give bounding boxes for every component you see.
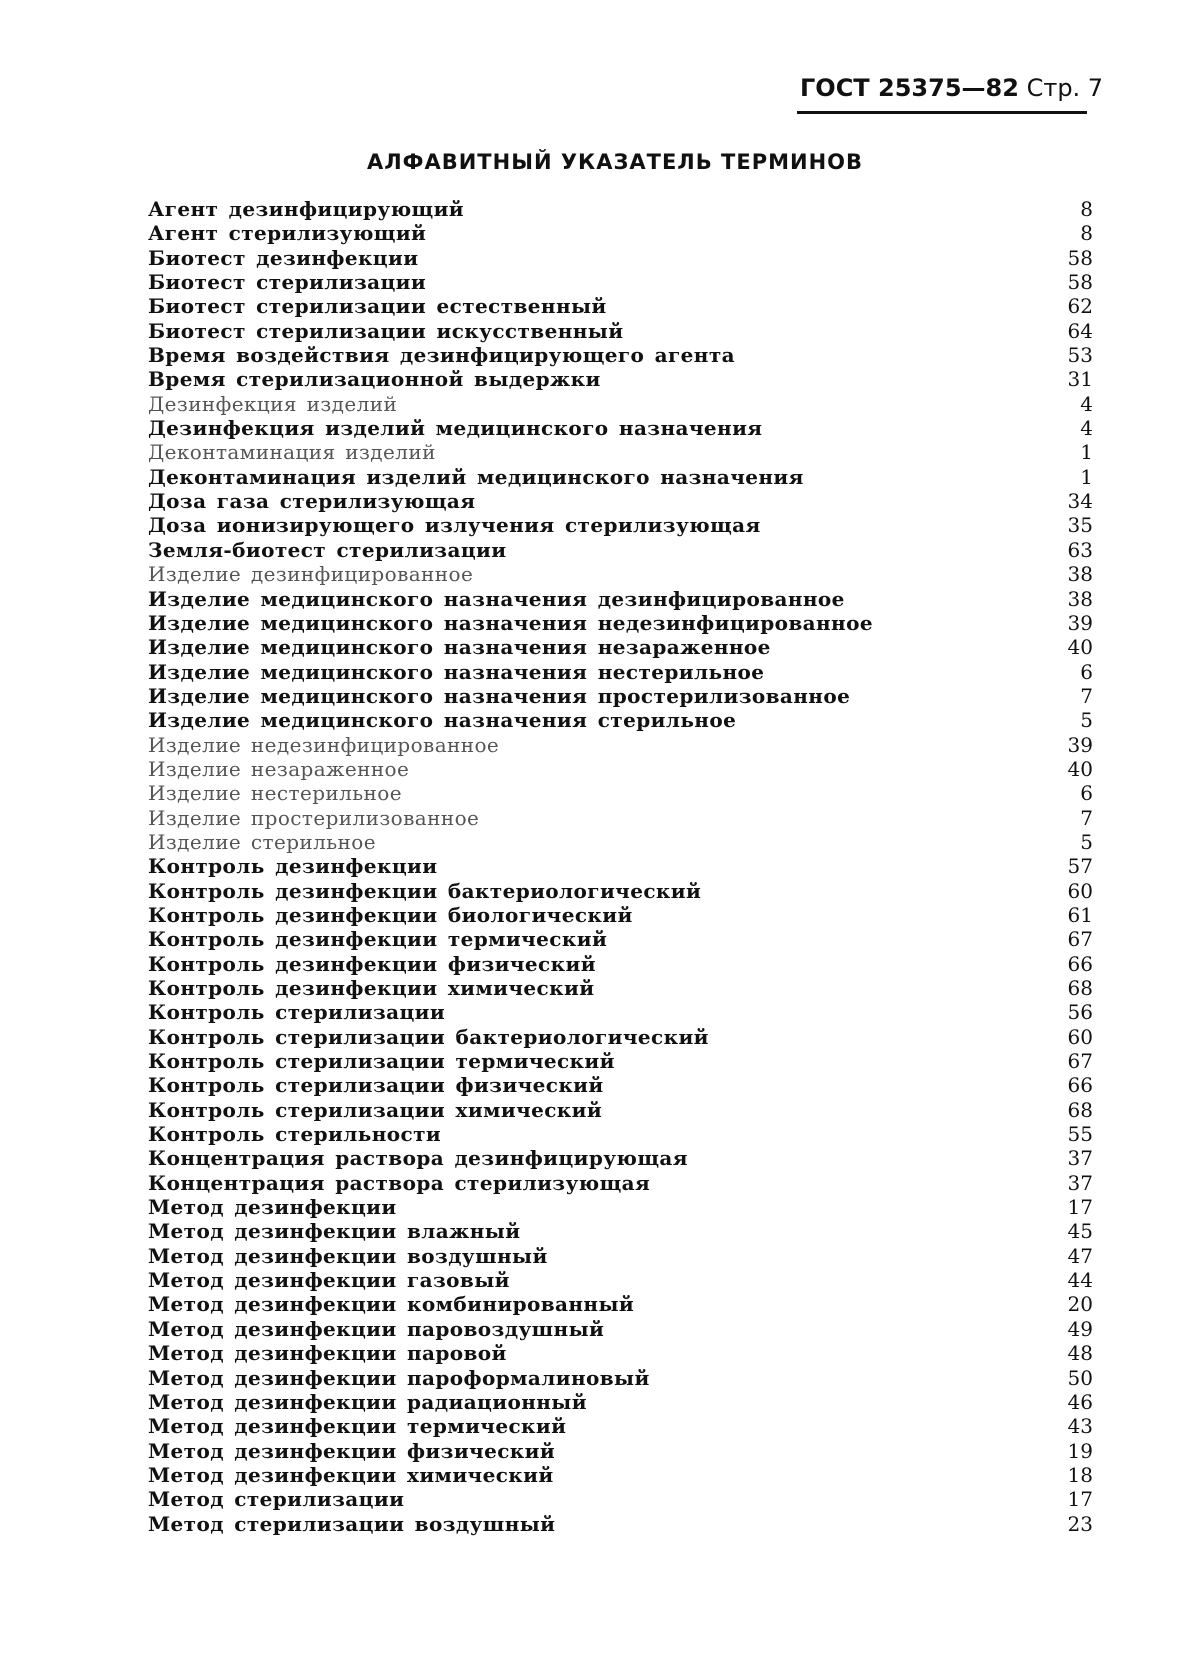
index-entry	[148, 270, 1093, 294]
index-entry	[148, 489, 1093, 513]
index-term: Контроль дезинфекции бактериологический	[148, 878, 702, 903]
index-term: Деконтаминация изделий медицинского назначения	[148, 464, 804, 489]
index-page-number: 46	[1067, 1389, 1093, 1414]
index-term: Изделие простерилизованное	[148, 805, 480, 830]
index-entry	[148, 708, 1093, 732]
index-entry	[148, 562, 1093, 586]
index-entry	[148, 1512, 1093, 1536]
index-entry	[148, 1317, 1093, 1341]
index-term: Изделие медицинского назначения стерильное	[148, 708, 737, 733]
index-entry	[148, 513, 1093, 537]
index-page-number: 37	[1067, 1170, 1093, 1195]
index-entry	[148, 1341, 1093, 1365]
index-term: Контроль стерилизации химический	[148, 1097, 603, 1122]
index-page-number: 48	[1067, 1341, 1093, 1366]
index-page-number: 38	[1067, 562, 1093, 587]
term-index	[148, 197, 1093, 1536]
index-term: Биотест дезинфекции	[148, 245, 419, 270]
index-term: Дезинфекция изделий медицинского назначения	[148, 416, 763, 441]
index-entry	[148, 1098, 1093, 1122]
index-page-number: 19	[1067, 1438, 1093, 1463]
index-entry	[148, 538, 1093, 562]
index-page-number: 49	[1067, 1316, 1093, 1341]
index-entry	[148, 1195, 1093, 1219]
index-entry	[148, 830, 1093, 854]
index-term: Метод дезинфекции	[148, 1195, 397, 1220]
index-term: Изделие нестерильное	[148, 781, 402, 806]
index-page-number: 43	[1067, 1414, 1093, 1439]
index-page-number: 60	[1067, 878, 1093, 903]
index-entry	[148, 660, 1093, 684]
index-entry	[148, 1025, 1093, 1049]
index-entry	[148, 1073, 1093, 1097]
index-page-number: 20	[1067, 1292, 1093, 1317]
index-term: Метод дезинфекции химический	[148, 1462, 554, 1487]
index-term: Доза газа стерилизующая	[148, 489, 476, 514]
index-term: Метод дезинфекции пароформалиновый	[148, 1365, 650, 1390]
index-page-number: 4	[1080, 391, 1093, 416]
index-page-number: 8	[1080, 221, 1093, 246]
index-page-number: 31	[1067, 367, 1093, 392]
index-entry	[148, 684, 1093, 708]
index-page-number: 4	[1080, 416, 1093, 441]
page-header	[800, 74, 1104, 102]
index-term: Метод дезинфекции радиационный	[148, 1389, 587, 1414]
index-page-number: 57	[1067, 854, 1093, 879]
index-term: Изделие дезинфицированное	[148, 562, 474, 587]
index-entry	[148, 781, 1093, 805]
index-entry	[148, 611, 1093, 635]
index-term: Метод дезинфекции воздушный	[148, 1243, 548, 1268]
index-term: Метод дезинфекции комбинированный	[148, 1292, 635, 1317]
index-page-number: 53	[1067, 343, 1093, 368]
index-term: Агент стерилизующий	[148, 221, 427, 246]
index-page-number: 18	[1067, 1462, 1093, 1487]
index-entry	[148, 465, 1093, 489]
index-term: Контроль дезинфекции термический	[148, 927, 608, 952]
index-entry	[148, 1487, 1093, 1511]
index-term: Контроль стерилизации бактериологический	[148, 1024, 709, 1049]
index-entry	[148, 635, 1093, 659]
index-entry	[148, 1463, 1093, 1487]
index-term: Метод дезинфекции паровоздушный	[148, 1316, 605, 1341]
index-page-number: 63	[1067, 537, 1093, 562]
index-page-number: 61	[1067, 902, 1093, 927]
index-page-number: 47	[1067, 1243, 1093, 1268]
index-page-number: 35	[1067, 513, 1093, 538]
index-entry	[148, 976, 1093, 1000]
index-term: Изделие стерильное	[148, 829, 376, 854]
index-term: Контроль дезинфекции химический	[148, 976, 595, 1000]
index-term: Изделие недезинфицированное	[148, 732, 500, 757]
index-page-number: 23	[1067, 1511, 1093, 1536]
index-page-number: 45	[1067, 1219, 1093, 1244]
index-entry	[148, 927, 1093, 951]
index-term: Контроль стерилизации	[148, 1000, 446, 1025]
index-entry	[148, 1219, 1093, 1243]
index-term: Метод дезинфекции физический	[148, 1438, 556, 1463]
index-page-number: 56	[1067, 1000, 1093, 1025]
index-page-number: 8	[1080, 197, 1093, 221]
index-page-number: 7	[1080, 805, 1093, 830]
index-page-number: 60	[1067, 1024, 1093, 1049]
index-entry	[148, 1366, 1093, 1390]
index-entry	[148, 197, 1093, 221]
index-entry	[148, 1171, 1093, 1195]
index-page-number: 44	[1067, 1268, 1093, 1293]
index-entry	[148, 1390, 1093, 1414]
index-page-number: 50	[1067, 1365, 1093, 1390]
index-entry	[148, 416, 1093, 440]
index-entry	[148, 854, 1093, 878]
index-entry	[148, 294, 1093, 318]
index-page-number: 5	[1080, 829, 1093, 854]
index-entry	[148, 367, 1093, 391]
index-page-number: 1	[1080, 464, 1093, 489]
index-term: Изделие медицинского назначения незараженное	[148, 635, 771, 660]
index-page-number: 37	[1067, 1146, 1093, 1171]
index-term: Контроль дезинфекции	[148, 854, 438, 879]
index-entry	[148, 392, 1093, 416]
index-entry	[148, 1244, 1093, 1268]
index-term: Биотест стерилизации	[148, 270, 427, 295]
index-term: Изделие незараженное	[148, 756, 410, 781]
index-entry	[148, 319, 1093, 343]
index-page-number: 40	[1067, 756, 1093, 781]
index-term: Биотест стерилизации искусственный	[148, 318, 624, 343]
standard-number: ГОСТ 25375—82	[800, 74, 1019, 102]
index-page-number: 67	[1067, 1049, 1093, 1074]
index-entry	[148, 343, 1093, 367]
index-term: Метод стерилизации воздушный	[148, 1511, 556, 1536]
index-term: Концентрация раствора стерилизующая	[148, 1170, 651, 1195]
index-page-number: 68	[1067, 976, 1093, 1000]
index-term: Деконтаминация изделий	[148, 440, 436, 465]
index-entry	[148, 806, 1093, 830]
index-entry	[148, 903, 1093, 927]
index-entry	[148, 221, 1093, 245]
index-entry	[148, 1268, 1093, 1292]
index-page-number: 64	[1067, 318, 1093, 343]
index-page-number: 39	[1067, 732, 1093, 757]
index-page-number: 62	[1067, 294, 1093, 319]
index-page-number: 38	[1067, 586, 1093, 611]
index-entry	[148, 1292, 1093, 1316]
index-page-number: 1	[1080, 440, 1093, 465]
index-entry	[148, 1146, 1093, 1170]
index-page-number: 58	[1067, 245, 1093, 270]
index-term: Метод дезинфекции термический	[148, 1414, 567, 1439]
index-entry	[148, 246, 1093, 270]
index-term: Метод дезинфекции влажный	[148, 1219, 521, 1244]
index-page-number: 6	[1080, 781, 1093, 806]
index-term: Концентрация раствора дезинфицирующая	[148, 1146, 688, 1171]
index-entry	[148, 1000, 1093, 1024]
page-number-label: Стр. 7	[1026, 74, 1104, 102]
index-title: АЛФАВИТНЫЙ УКАЗАТЕЛЬ ТЕРМИНОВ	[366, 150, 864, 174]
index-page-number: 17	[1067, 1195, 1093, 1220]
index-page-number: 66	[1067, 951, 1093, 976]
index-term: Метод дезинфекции газовый	[148, 1268, 510, 1293]
index-page-number: 17	[1067, 1487, 1093, 1512]
index-term: Доза ионизирующего излучения стерилизующая	[148, 513, 761, 538]
index-term: Земля-биотест стерилизации	[148, 537, 507, 562]
index-term: Изделие медицинского назначения нестерильное	[148, 659, 765, 684]
index-term: Изделие медицинского назначения простерилизованное	[148, 683, 851, 708]
index-term: Биотест стерилизации естественный	[148, 294, 607, 319]
index-page-number: 6	[1080, 659, 1093, 684]
index-term: Изделие медицинского назначения недезинфицированное	[148, 610, 873, 635]
index-entry	[148, 952, 1093, 976]
index-entry	[148, 757, 1093, 781]
index-page-number: 68	[1067, 1097, 1093, 1122]
index-term: Контроль дезинфекции биологический	[148, 902, 633, 927]
index-term: Дезинфекция изделий	[148, 391, 398, 416]
index-term: Контроль стерильности	[148, 1122, 442, 1147]
index-page-number: 40	[1067, 635, 1093, 660]
index-page-number: 5	[1080, 708, 1093, 733]
index-entry	[148, 440, 1093, 464]
index-term: Время стерилизационной выдержки	[148, 367, 601, 392]
index-term: Контроль стерилизации термический	[148, 1049, 615, 1074]
index-term: Метод стерилизации	[148, 1487, 405, 1512]
index-term: Изделие медицинского назначения дезинфицированное	[148, 586, 845, 611]
index-page-number: 34	[1067, 489, 1093, 514]
index-page-number: 67	[1067, 927, 1093, 952]
index-page-number: 39	[1067, 610, 1093, 635]
index-page-number: 7	[1080, 683, 1093, 708]
index-entry	[148, 587, 1093, 611]
index-term: Время воздействия дезинфицирующего агента	[148, 343, 735, 368]
index-entry	[148, 1122, 1093, 1146]
index-term: Агент дезинфицирующий	[148, 197, 465, 221]
header-rule	[797, 111, 1087, 114]
index-page-number: 55	[1067, 1122, 1093, 1147]
index-page-number: 66	[1067, 1073, 1093, 1098]
index-entry	[148, 879, 1093, 903]
index-entry	[148, 1439, 1093, 1463]
index-page-number: 58	[1067, 270, 1093, 295]
index-entry	[148, 1049, 1093, 1073]
index-term: Контроль стерилизации физический	[148, 1073, 604, 1098]
index-term: Метод дезинфекции паровой	[148, 1341, 507, 1366]
index-entry	[148, 1414, 1093, 1438]
index-term: Контроль дезинфекции физический	[148, 951, 596, 976]
index-entry	[148, 733, 1093, 757]
